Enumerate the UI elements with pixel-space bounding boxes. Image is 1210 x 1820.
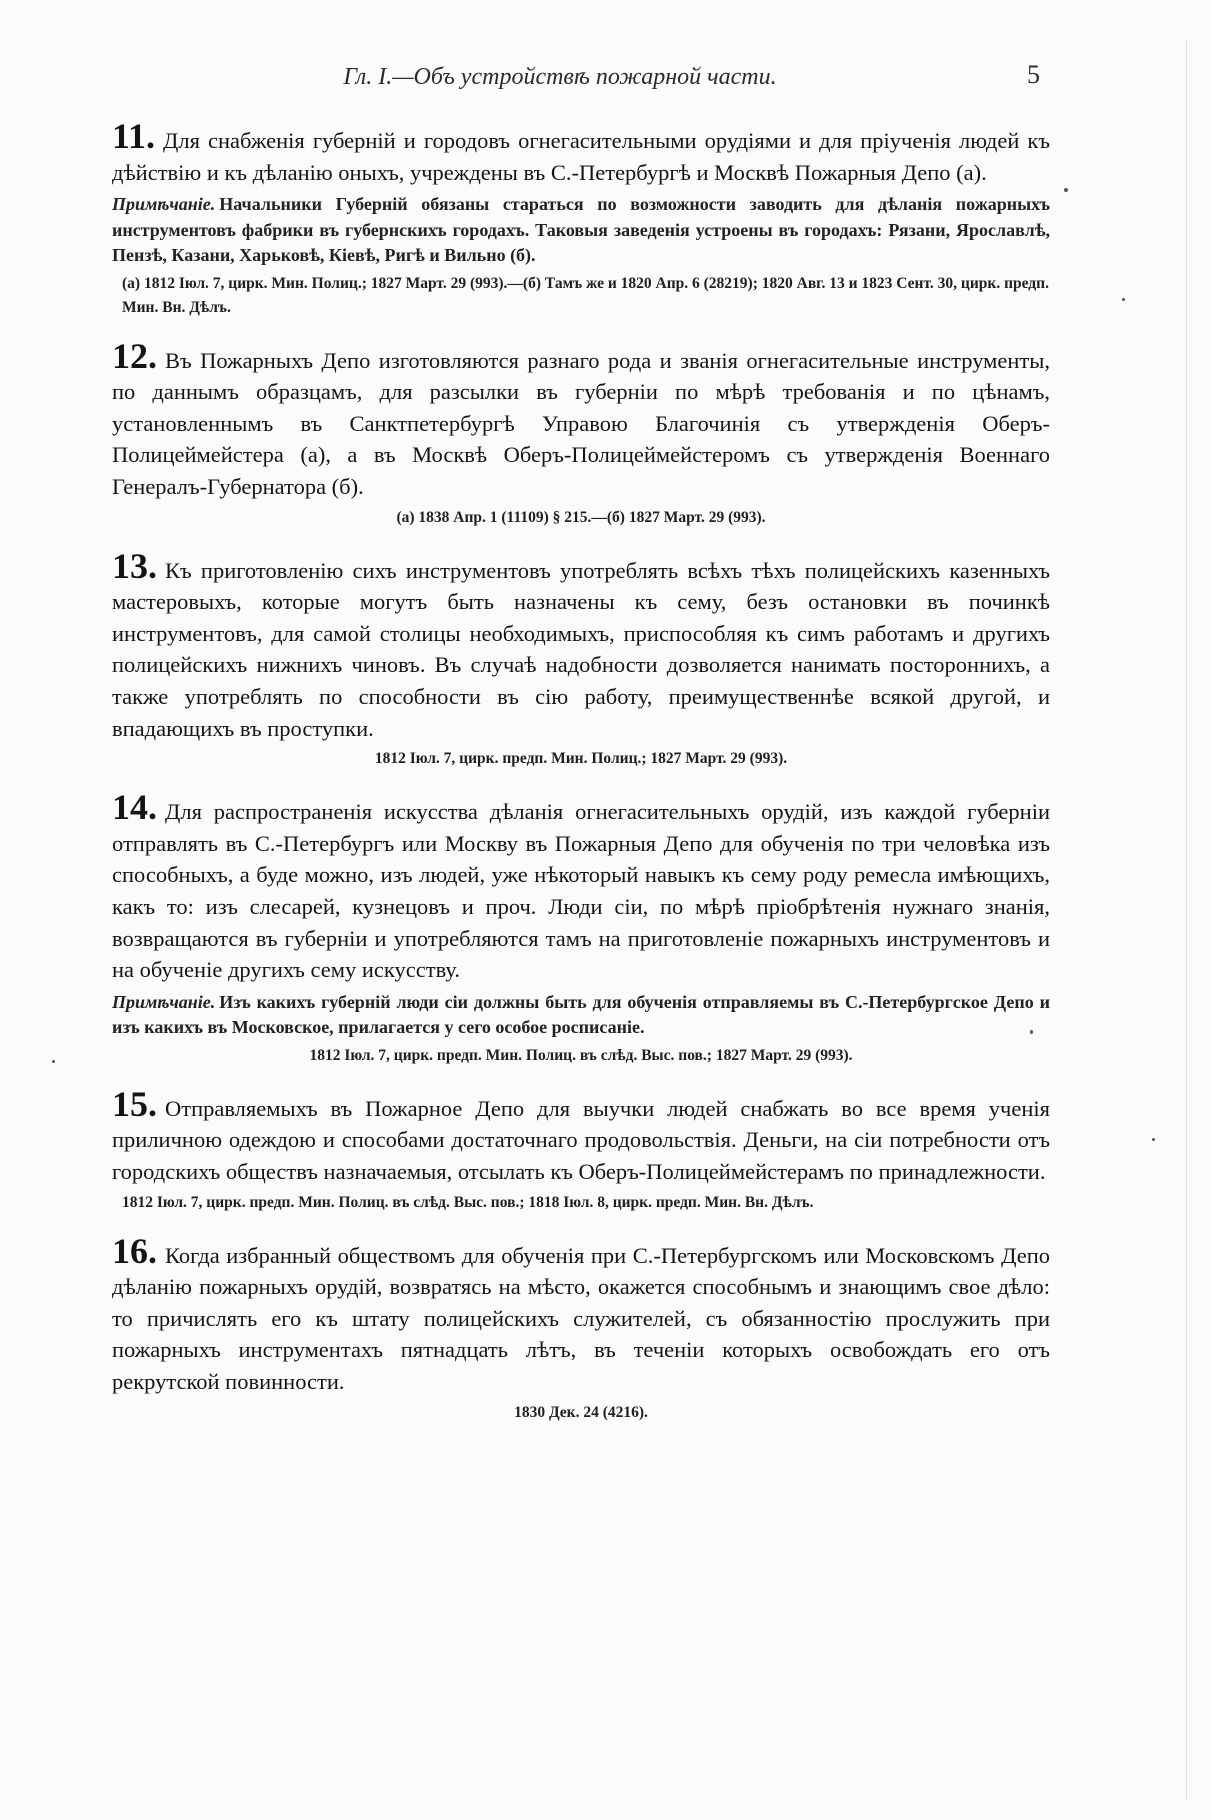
article-number: 14. xyxy=(112,787,157,828)
legal-reference: (а) 1838 Апр. 1 (11109) § 215.—(б) 1827 Март. 29 (993). xyxy=(396,508,766,526)
article-body: Для снабженія губерній и городовъ огнегасительными орудіями и для пріученія людей къ дѣйствію и къ дѣланію оныхъ, учреждены въ С.-Петербургѣ и Москвѣ Пожарныя Депо (а). xyxy=(112,128,1050,185)
article-number: 11. xyxy=(112,116,156,156)
article-text xyxy=(112,545,1050,745)
note-label: Примѣчаніе. xyxy=(112,194,216,215)
legal-reference: 1830 Дек. 24 (4216). xyxy=(514,1403,648,1421)
article-13 xyxy=(112,545,1050,772)
scan-speck xyxy=(1152,1138,1155,1141)
article-body: Для распространенія искусства дѣланія огнегасительныхъ орудій, изъ каждой губерніи отправлять въ С.-Петербургъ или Москву въ Пожарныя Депо для обученія по три человѣка изъ способныхъ, а буде можно, изъ людей, уже нѣкоторый навыкъ къ сему роду ремесла имѣющихъ, какъ то: изъ слесарей, кузнецовъ и проч. Люди сіи, по мѣрѣ пріобрѣтенія нужнаго знанія, возвращаются въ губерніи и употребляются тамъ на приготовленіе пожарныхъ инструментовъ и на обученіе другихъ сему искусству. xyxy=(112,799,1050,983)
article-body: Къ приготовленію сихъ инструментовъ употреблять всѣхъ тѣхъ полицейскихъ казенныхъ мастеровыхъ, которые могутъ быть назначены къ сему, безъ остановки въ починкѣ инструментовъ, для самой столицы необходимыхъ, приспособляя къ симъ работамъ и другихъ полицейскихъ нижнихъ чиновъ. Въ случаѣ надобности дозволяется нанимать постороннихъ, а также употреблять по способности въ сію работу, преимущественнѣе всякой другой, и впадающихъ въ проступки. xyxy=(112,557,1050,741)
scan-speck xyxy=(52,1060,55,1063)
article-text xyxy=(112,1230,1050,1398)
article-number: 16. xyxy=(112,1230,157,1271)
article-16 xyxy=(112,1230,1050,1425)
legal-reference: (а) 1812 Іюл. 7, цирк. Мин. Полиц.; 1827 Март. 29 (993).—(б) Тамъ же и 1820 Апр. 6 (28219); 1820 Авг. 13 и 1823 Сент. 30, цирк. предп. Мин. Вн. Дѣлъ. xyxy=(122,274,1049,316)
legal-reference: 1812 Іюл. 7, цирк. предп. Мин. Полиц. въ слѣд. Выс. пов.; 1827 Март. 29 (993). xyxy=(309,1046,853,1064)
article-12 xyxy=(112,335,1050,530)
article-15 xyxy=(112,1083,1050,1215)
article-note xyxy=(112,990,1050,1041)
running-head: Гл. I.—Объ устройствѣ пожарной части. xyxy=(343,64,777,90)
article-text xyxy=(112,789,1050,986)
scan-speck xyxy=(1064,188,1068,192)
article-number: 13. xyxy=(112,545,157,586)
legal-reference: 1812 Іюл. 7, цирк. предп. Мин. Полиц. въ слѣд. Выс. пов.; 1818 Іюл. 8, цирк. предп. Мин. Вн. Дѣлъ. xyxy=(122,1193,814,1211)
article-text xyxy=(112,335,1050,503)
note-text: Изъ какихъ губерній люди сіи должны быть для обученія отправляемы въ С.-Петербургское Депо и изъ какихъ въ Московское, прилагается у сего особое росписаніе. xyxy=(112,991,1050,1038)
article-number: 12. xyxy=(112,335,157,376)
article-body: Отправляемыхъ въ Пожарное Депо для выучки людей снабжать во все время ученія приличною одеждою и способами достаточнаго продовольствія. Деньги, на сіи потребности отъ городскихъ обществъ назначаемыя, отсылать къ Оберъ-Полицеймейстерамъ по принадлежности. xyxy=(112,1095,1050,1184)
article-11 xyxy=(112,118,1050,320)
scan-speck xyxy=(1122,298,1125,301)
note-label: Примѣчаніе. xyxy=(112,991,216,1012)
article-note xyxy=(112,192,1050,269)
note-text: Начальники Губерній обязаны стараться по возможности заводить для дѣланія пожарныхъ инструментовъ фабрики въ губернскихъ городахъ. Таковыя заведенія устроены въ городахъ: Рязани, Ярославлѣ, Пензѣ, Казани, Харьковѣ, Кіевѣ, Ригѣ и Вильно (б). xyxy=(112,194,1050,266)
scan-edge-line xyxy=(1186,40,1187,1800)
article-number: 15. xyxy=(112,1083,157,1124)
article-body: Въ Пожарныхъ Депо изготовляются разнаго рода и званія огнегасительные инструменты, по даннымъ образцамъ, для разсылки въ губерніи по мѣрѣ требованія и по цѣнамъ, установленнымъ въ Санктпетербургѣ Управою Благочинія съ утвержденія Оберъ-Полицеймейстера (а), а въ Москвѣ Оберъ-Полицеймейстеромъ съ утвержденія Военнаго Генералъ-Губернатора (б). xyxy=(112,347,1050,500)
scan-speck xyxy=(1030,1030,1033,1034)
article-text xyxy=(112,118,1050,188)
legal-reference: 1812 Іюл. 7, цирк. предп. Мин. Полиц.; 1827 Март. 29 (993). xyxy=(374,750,788,768)
body-text xyxy=(112,118,1050,1443)
page-number: 5 xyxy=(1027,60,1040,89)
article-14 xyxy=(112,789,1050,1068)
article-text xyxy=(112,1083,1050,1188)
article-body: Когда избранный обществомъ для обученія при С.-Петербургскомъ или Московскомъ Депо дѣланію пожарныхъ орудій, возвратясь на мѣсто, окажется способнымъ и знающимъ свое дѣло: то причислять его къ штату полицейскихъ служителей, съ обязанностію прослужить при пожарныхъ инструментахъ пятнадцать лѣтъ, въ теченіи которыхъ освобождать его отъ рекрутской повинности. xyxy=(112,1242,1050,1394)
